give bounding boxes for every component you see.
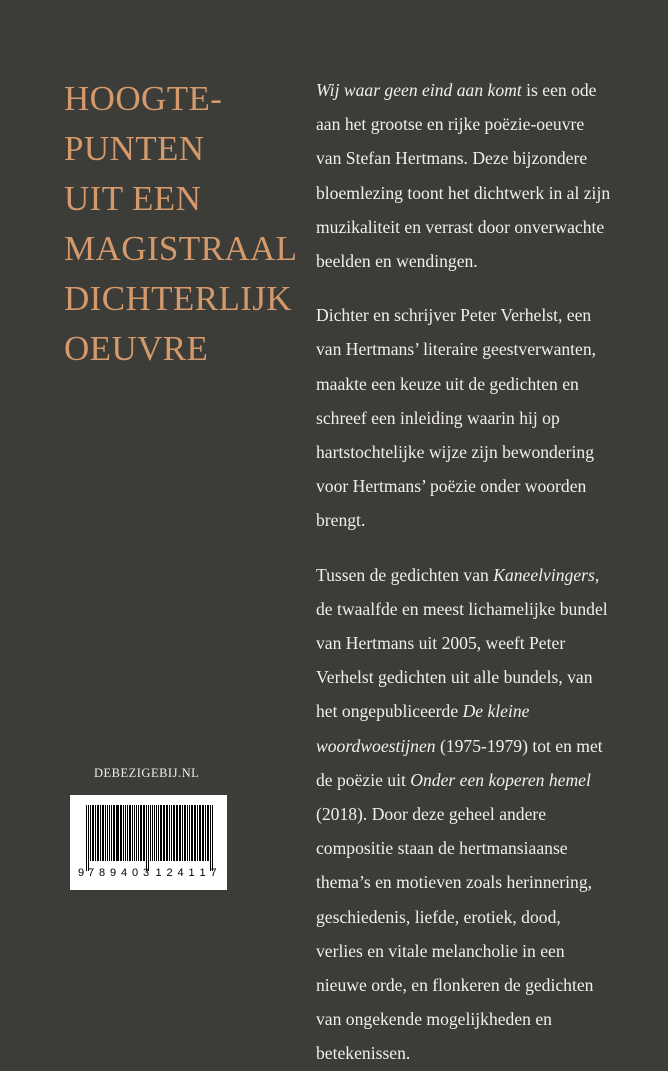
barcode-bars (86, 805, 214, 867)
barcode-bar (111, 805, 112, 861)
barcode-bar (116, 805, 117, 861)
barcode-bar (100, 805, 102, 861)
p3-seg-1: Tussen de gedichten van (316, 564, 494, 585)
barcode-bar (189, 805, 190, 861)
barcode-bar (138, 805, 139, 861)
barcode-bar (166, 805, 168, 861)
headline-line-1: HOOGTE- (64, 79, 223, 118)
barcode-bar (160, 805, 162, 861)
book-title-main: Wij waar geen eind aan komt (316, 80, 522, 100)
book-title-de-kleine-woordwoestijnen: De kleine woordwoestijnen (316, 701, 530, 756)
barcode-bar (136, 805, 137, 861)
p3-seg-2: , de twaalfde en meest lichamelijke bundel van Hertmans uit 2005, weeft Peter Verhelst gedichten uit alle bundels, van het ongepubliceerde (316, 564, 608, 722)
barcode-bar (102, 805, 104, 861)
headline-line-6: OEUVRE (64, 329, 209, 368)
p3-seg-4: (2018). Door deze geheel andere compositie staan de hertmansiaanse thema’s en motieven zoals herinnering, geschiedenis, liefde, erotiek, dood, verlies en vitale melancholie in een nieuwe orde, en flonkeren de gedichten van ongekende mogelijkheden en betekenissen. (316, 804, 594, 1064)
headline-line-3: UIT EEN (64, 179, 202, 218)
barcode-bar (97, 805, 99, 861)
barcode-bar (205, 805, 206, 861)
barcode-bar (107, 805, 108, 861)
barcode-bar (129, 805, 131, 861)
barcode-bar (88, 805, 89, 871)
barcode-bar (202, 805, 204, 861)
barcode-bar (105, 805, 106, 861)
barcode-bar (109, 805, 110, 861)
barcode-bar (197, 805, 199, 861)
barcode-bar (150, 805, 151, 861)
barcode-digits (78, 867, 219, 879)
barcode-bar (173, 805, 175, 861)
barcode-bar (134, 805, 135, 861)
barcode-group-left: 7 8 9 4 0 3 (88, 867, 150, 879)
barcode-bar (140, 805, 142, 861)
book-title-kaneelvingers: Kaneelvingers (493, 564, 595, 585)
barcode-bar (176, 805, 178, 861)
barcode-lead-digit: 9 (78, 867, 85, 879)
barcode-bar (207, 805, 209, 861)
blurb-text (316, 73, 611, 1071)
barcode-bar (127, 805, 128, 861)
barcode-bar (86, 805, 87, 871)
barcode-bar (187, 805, 188, 861)
barcode-bar (132, 805, 134, 861)
barcode-bar (179, 805, 181, 861)
barcode-bar (117, 805, 119, 861)
barcode-group-right: 1 2 4 1 1 7 (155, 867, 217, 879)
barcode-bar (120, 805, 122, 861)
p3-seg-3: (1975-1979) tot en met de poëzie uit (316, 735, 603, 790)
barcode-bar (152, 805, 153, 861)
barcode-bar (146, 805, 147, 871)
barcode-bar (143, 805, 145, 861)
blurb-paragraph-1 (316, 73, 611, 278)
barcode-bar (156, 805, 157, 861)
barcode-bar (95, 805, 96, 861)
barcode-bar (194, 805, 196, 861)
headline-line-5: DICHTERLIJK (64, 279, 292, 318)
barcode-bar (125, 805, 126, 861)
blurb-paragraph-3 (316, 558, 611, 1071)
barcode-bar (169, 805, 171, 861)
barcode-bar (171, 805, 172, 861)
barcode-bar (184, 805, 186, 861)
barcode-bar (158, 805, 159, 861)
barcode-bar (163, 805, 165, 861)
barcode-bar (210, 805, 211, 871)
barcode-bar (199, 805, 201, 861)
book-title-onder-een-koperen-hemel: Onder een koperen hemel (410, 769, 591, 790)
barcode-bar (113, 805, 115, 861)
barcode-bar (191, 805, 193, 861)
blurb-paragraph-2: Dichter en schrijver Peter Verhelst, een van Hertmans’ literaire geestverwanten, maakte een keuze uit de gedichten en schreef een inleiding waarin hij op hartstochtelijke wijze zijn bewondering voor Hertmans’ poëzie onder woorden brengt. (316, 305, 597, 531)
blurb-paragraph-1-rest: is een ode aan het grootse en rijke poëzie-oeuvre van Stefan Hertmans. Deze bijzondere bloemlezing toont het dichtwerk in al zijn muzikaliteit en verrast door onverwachte beelden en wendingen. (316, 80, 611, 272)
isbn-barcode (70, 795, 227, 890)
barcode-bar (154, 805, 156, 861)
headline-line-4: MAGISTRAAL (64, 229, 298, 268)
headline-line-2: PUNTEN (64, 129, 205, 168)
barcode-bar (148, 805, 149, 871)
publisher-url: DEBEZIGEBIJ.NL (94, 766, 200, 780)
barcode-bar (123, 805, 124, 861)
barcode-bar (90, 805, 91, 861)
barcode-bar (92, 805, 94, 861)
page-title (64, 74, 298, 374)
barcode-bar (182, 805, 184, 861)
barcode-bar (212, 805, 213, 871)
